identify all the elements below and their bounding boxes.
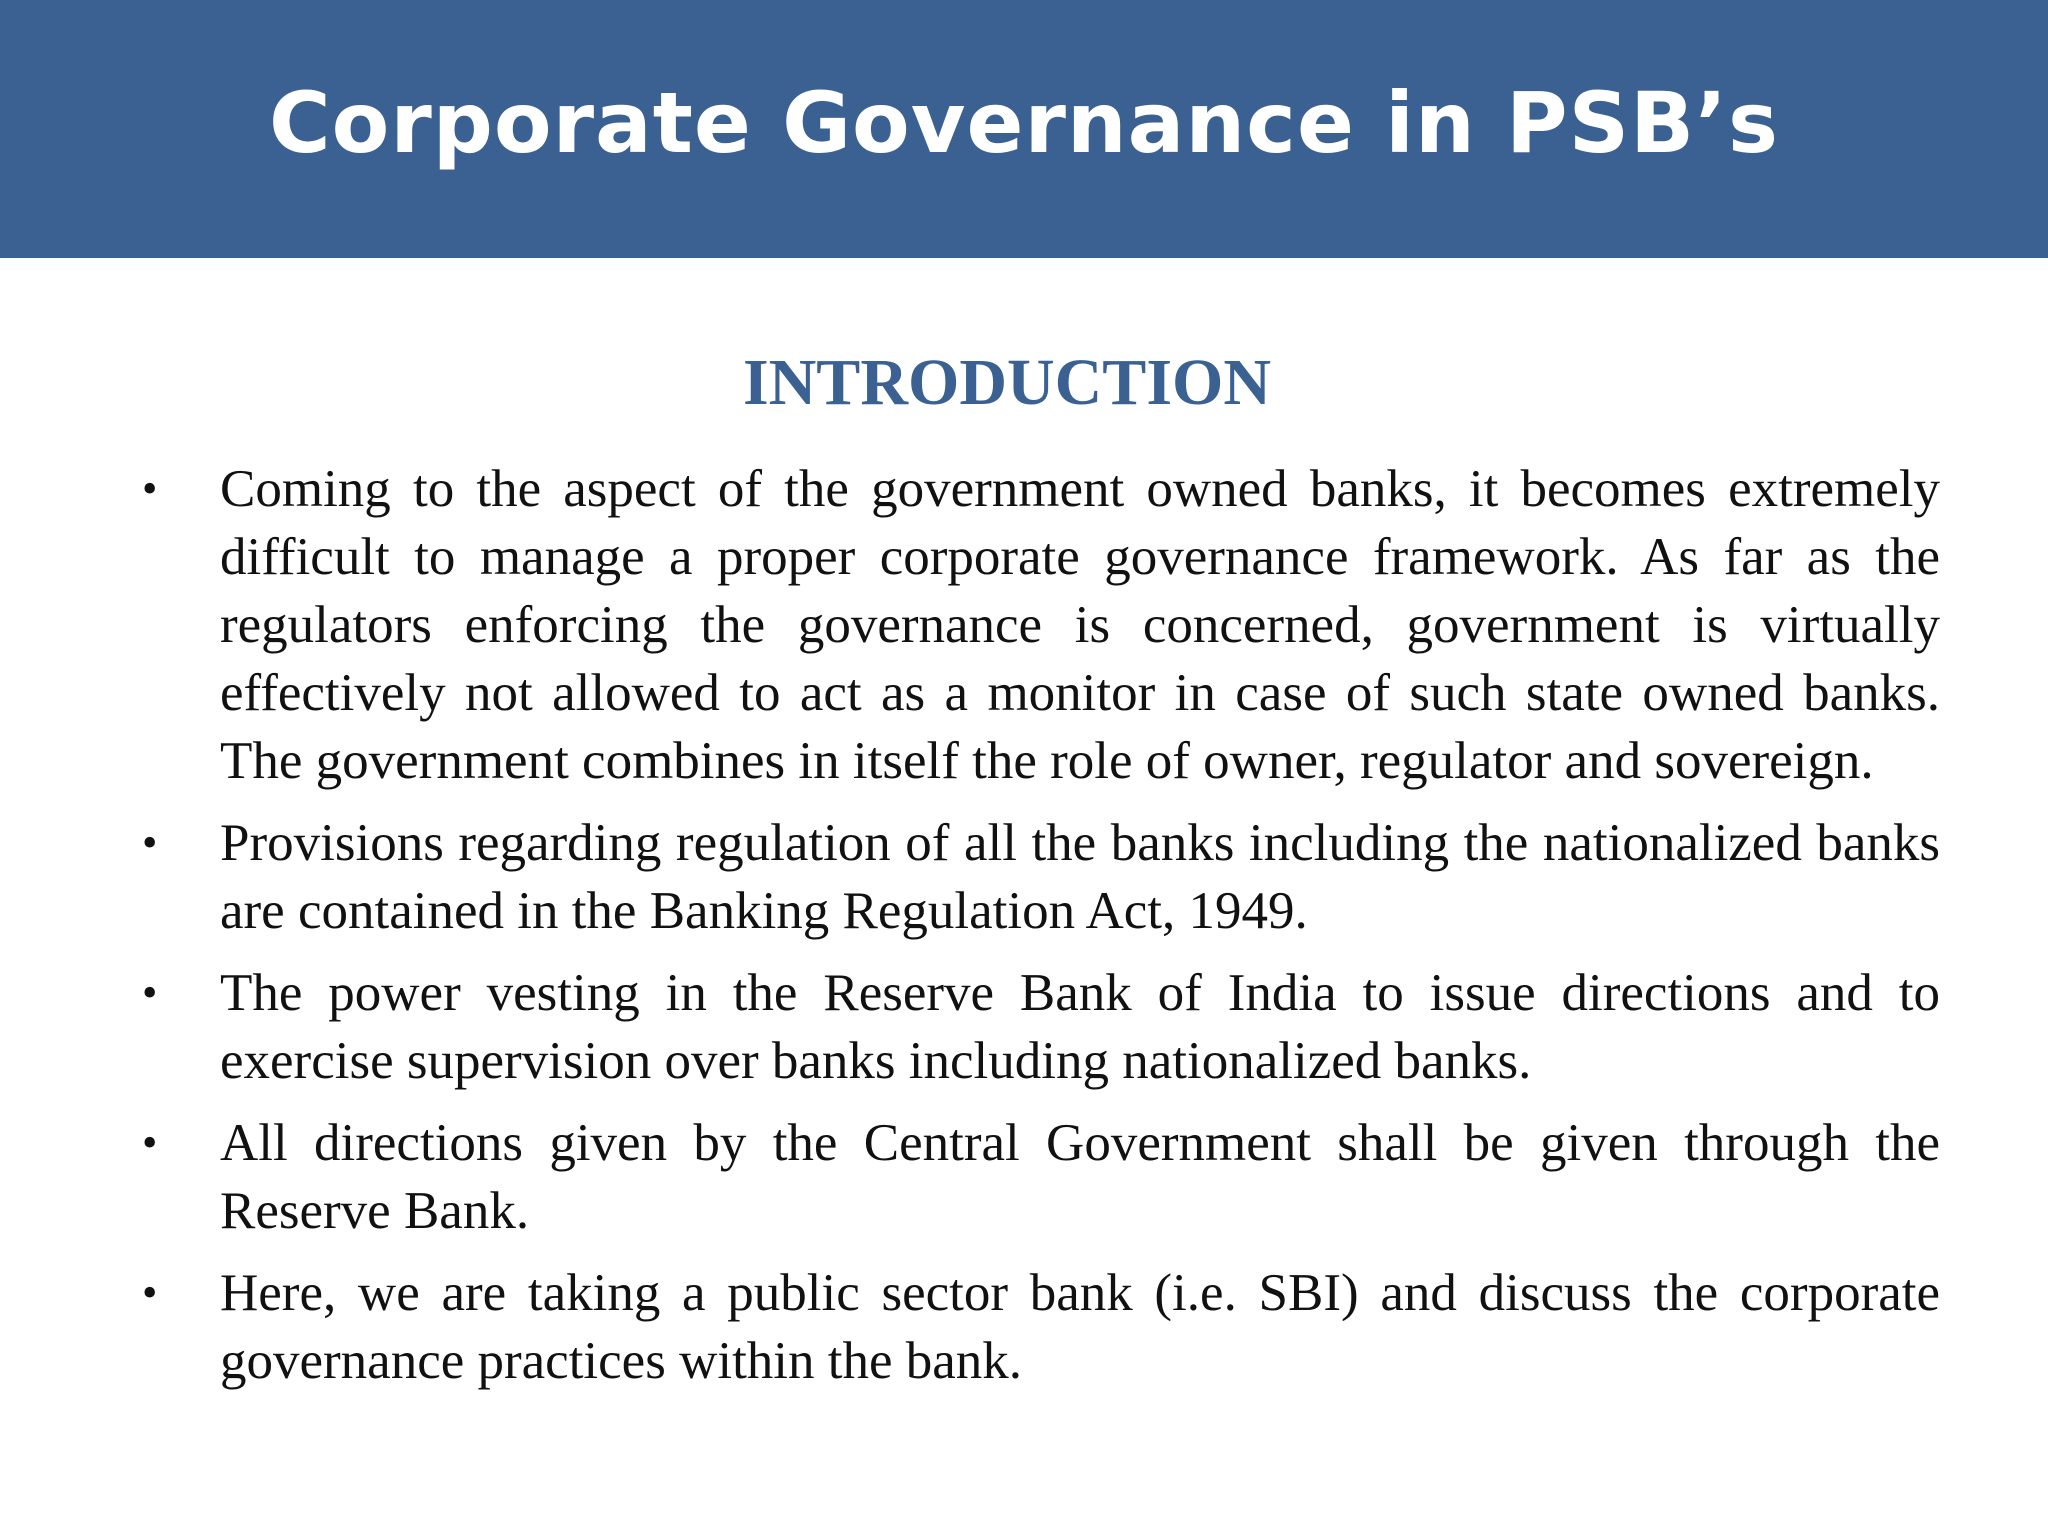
section-heading: INTRODUCTION xyxy=(742,346,1272,419)
bullet-text: The power vesting in the Reserve Bank of India to issue directions and to exercise supervision over banks including nationalized banks. xyxy=(220,964,1940,1090)
bullet-text: Here, we are taking a public sector bank (i.e. SBI) and discuss the corporate governance practices within the bank. xyxy=(220,1264,1940,1390)
title-banner xyxy=(0,0,2048,258)
bullet-icon: • xyxy=(142,818,158,867)
slide-title: Corporate Governance in PSB’s xyxy=(268,74,1780,172)
bullet-item xyxy=(140,455,1940,795)
bullet-icon: • xyxy=(142,1118,158,1167)
bullet-item xyxy=(140,809,1940,945)
bullet-icon: • xyxy=(142,968,158,1017)
bullet-item xyxy=(140,1109,1940,1245)
bullet-text: Coming to the aspect of the government owned banks, it becomes extremely difficult to manage a proper corporate governance framework. As far as the regulators enforcing the governance is concerned, government is virtually effectively not allowed to act as a monitor in case of such state owned banks. The government combines in itself the role of owner, regulator and sovereign. xyxy=(220,460,1940,790)
bullet-text: All directions given by the Central Government shall be given through the Reserve Bank. xyxy=(220,1114,1940,1240)
bullet-icon: • xyxy=(142,1268,158,1317)
bullet-item xyxy=(140,1259,1940,1395)
bullet-item xyxy=(140,959,1940,1095)
bullet-list xyxy=(140,455,1940,1409)
bullet-text: Provisions regarding regulation of all the banks including the nationalized banks are contained in the Banking Regulation Act, 1949. xyxy=(220,814,1940,940)
bullet-icon: • xyxy=(142,464,158,513)
